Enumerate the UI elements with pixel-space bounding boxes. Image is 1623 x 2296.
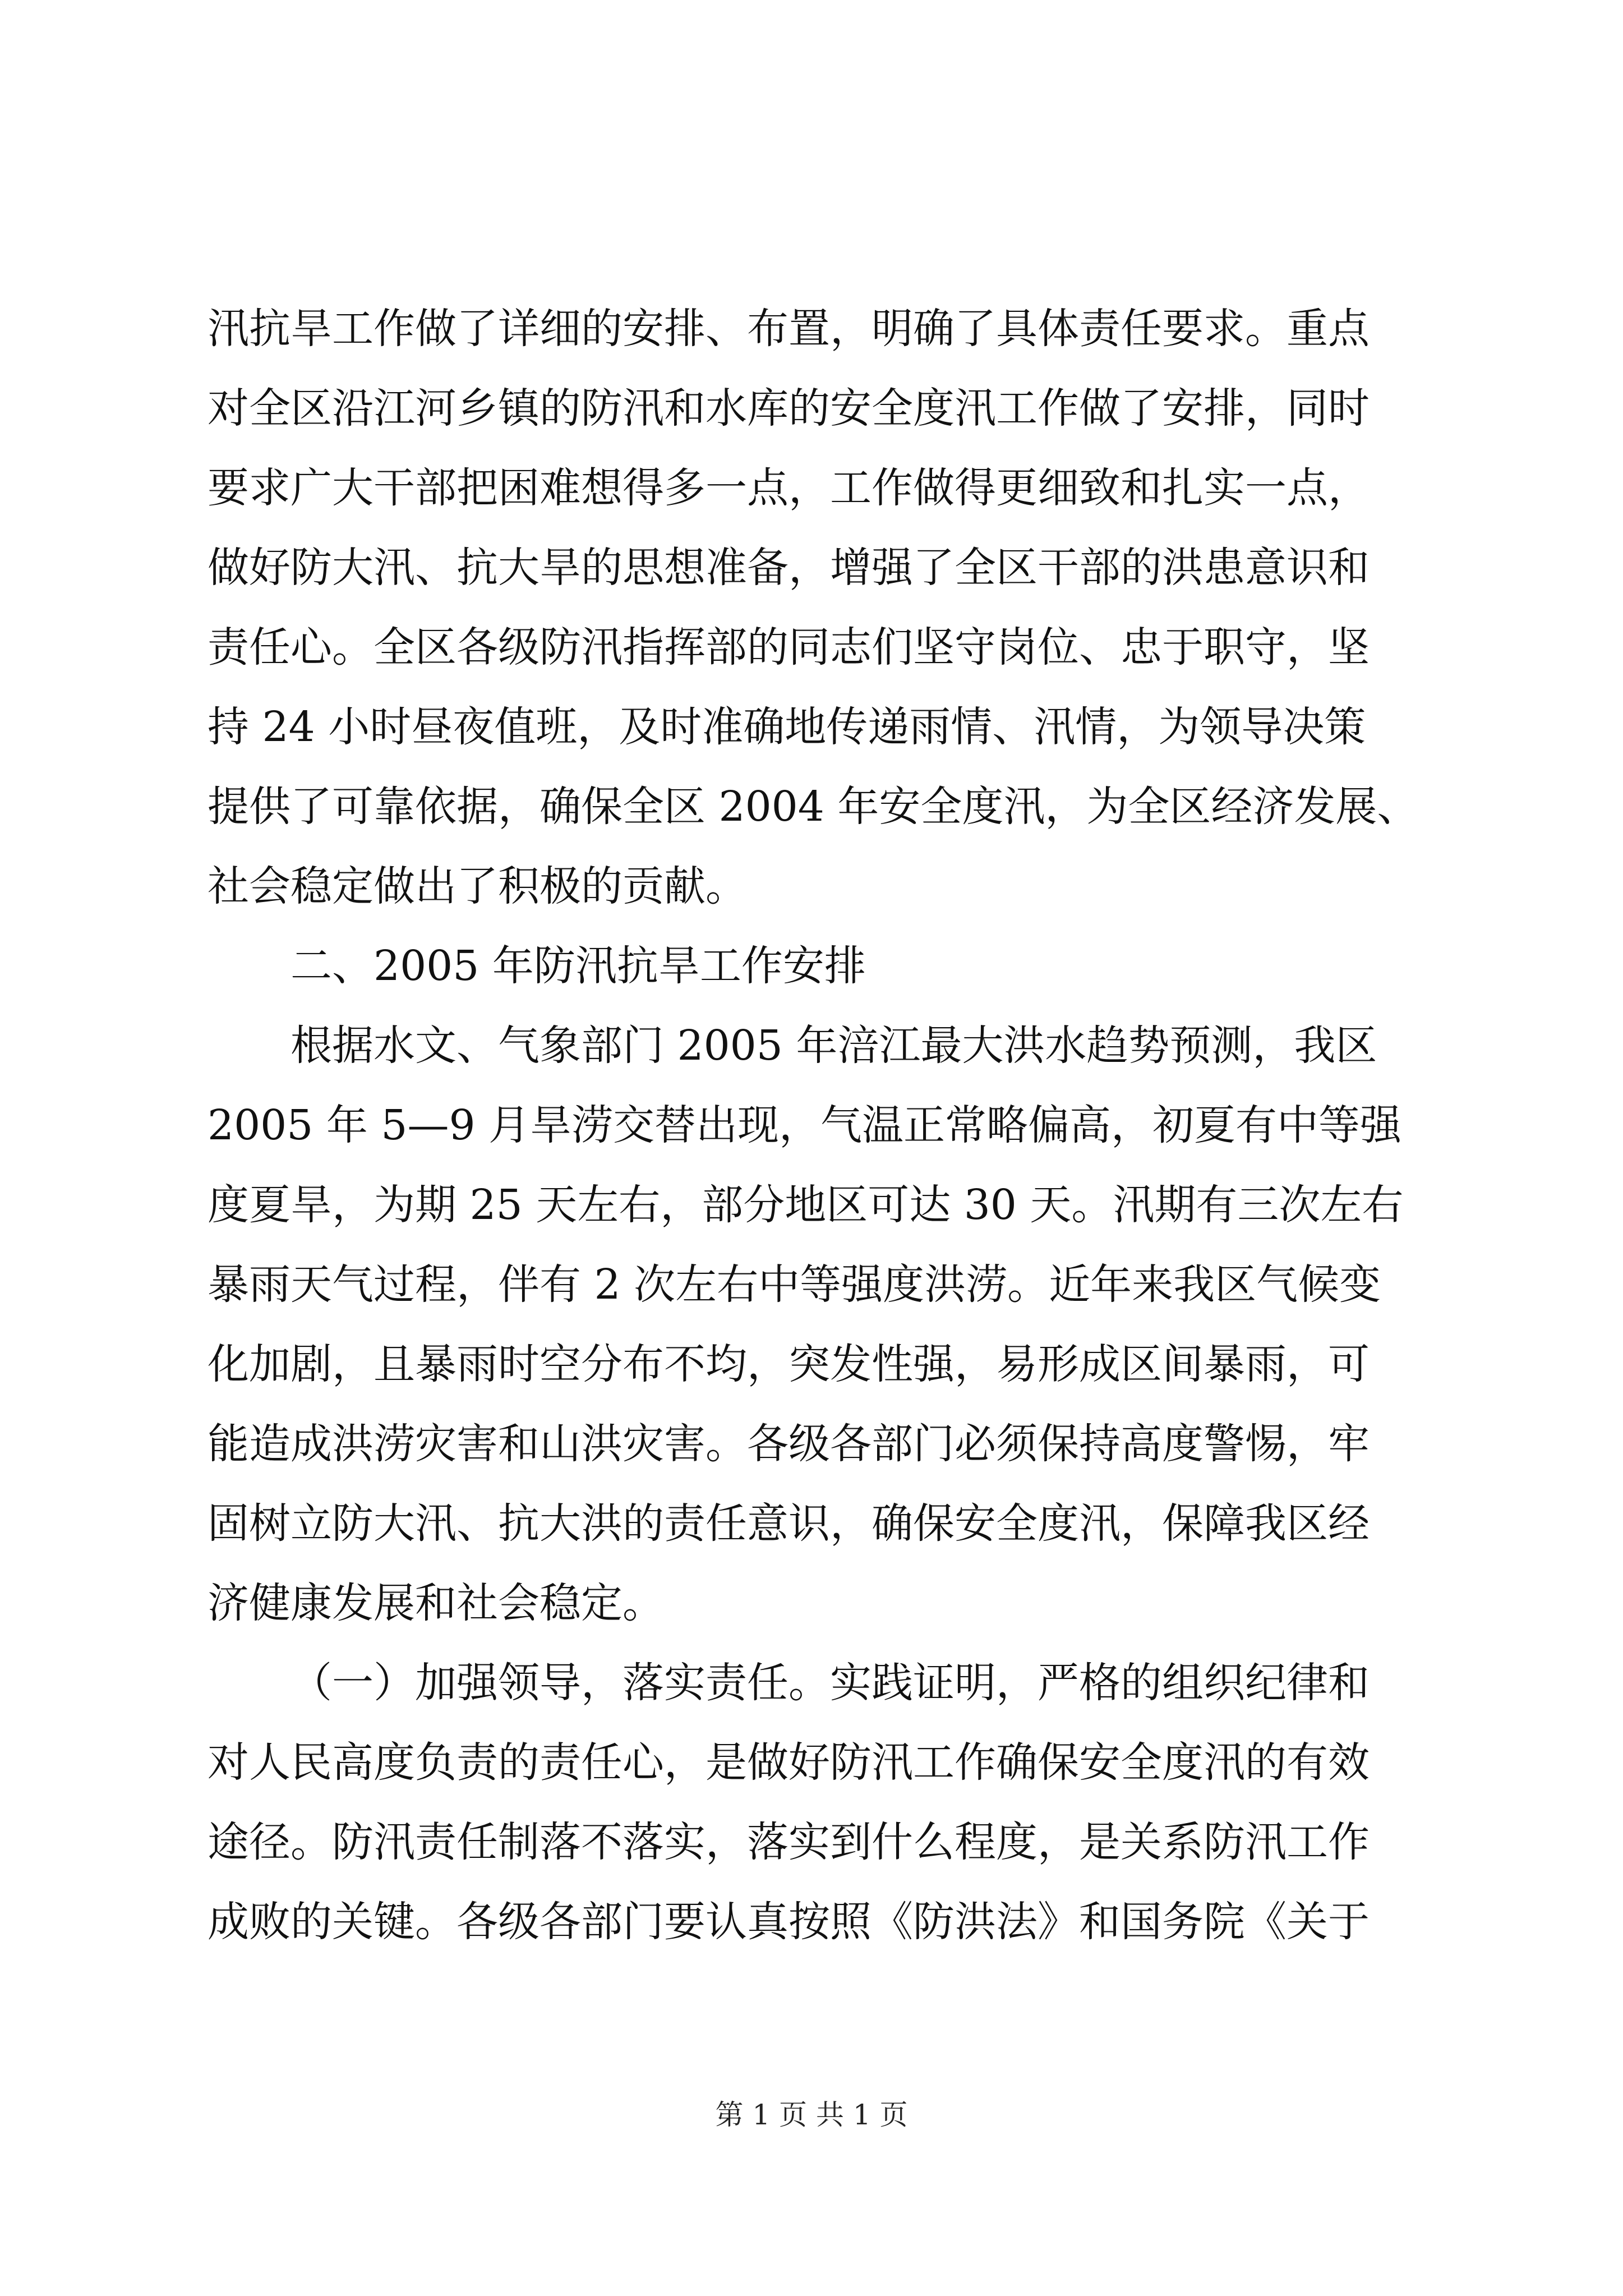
text-line: 根据水文、气象部门 2005 年涪江最大洪水趋势预测，我区 [291,1022,1377,1070]
text-line: 提供了可靠依据，确保全区 2004 年安全度汛，为全区经济发展、 [208,783,1419,831]
text-line: （一）加强领导，落实责任。实践证明，严格的组织纪律和 [291,1659,1370,1707]
text-line: 济健康发展和社会稳定。 [208,1579,664,1627]
section-heading: 二、2005 年防汛抗旱工作安排 [291,942,866,990]
text-line: 对全区沿江河乡镇的防汛和水库的安全度汛工作做了安排，同时 [208,384,1370,432]
text-line: 固树立防大汛、抗大洪的责任意识，确保安全度汛，保障我区经 [208,1499,1370,1548]
text-line: 要求广大干部把困难想得多一点，工作做得更细致和扎实一点， [208,464,1370,512]
page-footer: 第 1 页 共 1 页 [715,2099,908,2131]
document-body [208,289,1419,1962]
text-line: 能造成洪涝灾害和山洪灾害。各级各部门必须保持高度警惕，牢 [208,1420,1370,1468]
text-line: 做好防大汛、抗大旱的思想准备，增强了全区干部的洪患意识和 [208,544,1370,592]
text-line: 度夏旱，为期 25 天左右，部分地区可达 30 天。汛期有三次左右 [208,1181,1404,1229]
text-line: 暴雨天气过程，伴有 2 次左右中等强度洪涝。近年来我区气候变 [208,1260,1381,1309]
text-line: 2005 年 5—9 月旱涝交替出现，气温正常略偏高，初夏有中等强 [208,1101,1402,1149]
paragraph-3 [208,1643,1419,1962]
text-line: 成败的关键。各级各部门要认真按照《防洪法》和国务院《关于 [208,1898,1370,1946]
paragraph-2 [208,1006,1419,1643]
text-line: 对人民高度负责的责任心，是做好防汛工作确保安全度汛的有效 [208,1738,1370,1787]
text-line: 持 24 小时昼夜值班，及时准确地传递雨情、汛情，为领导决策 [208,703,1366,751]
text-line: 社会稳定做出了积极的贡献。 [208,862,747,910]
text-line: 责任心。全区各级防汛指挥部的同志们坚守岗位、忠于职守，坚 [208,623,1370,671]
text-line: 途径。防汛责任制落不落实，落实到什么程度，是关系防汛工作 [208,1818,1370,1866]
text-line: 化加剧，且暴雨时空分布不均，突发性强，易形成区间暴雨，可 [208,1340,1370,1388]
text-line: 汛抗旱工作做了详细的安排、布置，明确了具体责任要求。重点 [208,305,1370,353]
paragraph-1 [208,289,1419,926]
